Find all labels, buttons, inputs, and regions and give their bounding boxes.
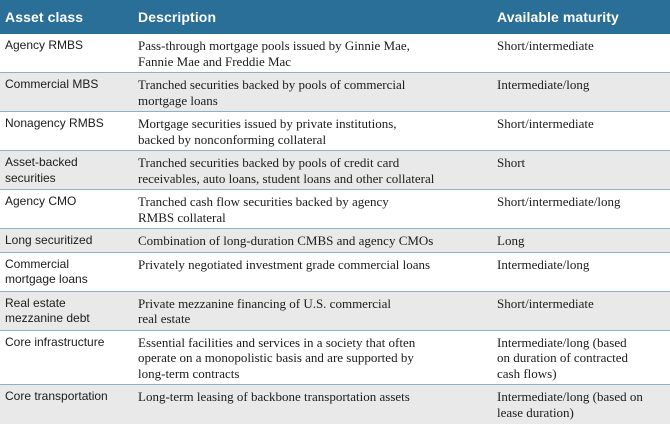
table-row <box>0 291 670 330</box>
maturity-cell: Short/intermediate <box>492 34 670 73</box>
asset-class-cell: Agency RMBS <box>0 34 133 73</box>
maturity-cell: Short/intermediate <box>492 112 670 151</box>
asset-class-cell: Asset-backed securities <box>0 151 133 190</box>
description-cell: Tranched securities backed by pools of credit card receivables, auto loans, student loans and other collateral <box>133 151 492 190</box>
maturity-cell: Short/intermediate <box>492 291 670 330</box>
description-cell: Tranched cash flow securities backed by agency RMBS collateral <box>133 190 492 229</box>
header-available-maturity: Available maturity <box>492 0 670 34</box>
table-header-row <box>0 0 670 34</box>
table-row <box>0 73 670 112</box>
asset-class-cell: Commercial MBS <box>0 73 133 112</box>
header-asset-class: Asset class <box>0 0 133 34</box>
header-description: Description <box>133 0 492 34</box>
description-cell: Essential facilities and services in a society that often operate on a monopolistic basis and are supported by long-term contracts <box>133 330 492 385</box>
description-cell: Combination of long-duration CMBS and agency CMOs <box>133 229 492 253</box>
table-row <box>0 385 670 424</box>
maturity-cell: Short/intermediate/long <box>492 190 670 229</box>
asset-class-cell: Nonagency RMBS <box>0 112 133 151</box>
table-row <box>0 229 670 253</box>
description-cell: Tranched securities backed by pools of commercial mortgage loans <box>133 73 492 112</box>
asset-class-cell: Core infrastructure <box>0 330 133 385</box>
maturity-cell: Intermediate/long <box>492 252 670 291</box>
table-row <box>0 34 670 73</box>
description-cell: Mortgage securities issued by private institutions, backed by nonconforming collateral <box>133 112 492 151</box>
asset-class-cell: Real estate mezzanine debt <box>0 291 133 330</box>
maturity-cell: Intermediate/long (based on duration of contracted cash flows) <box>492 330 670 385</box>
maturity-cell: Short <box>492 151 670 190</box>
description-cell: Long-term leasing of backbone transportation assets <box>133 385 492 424</box>
table-row <box>0 252 670 291</box>
maturity-cell: Intermediate/long (based on lease duration) <box>492 385 670 424</box>
table-row <box>0 190 670 229</box>
maturity-cell: Long <box>492 229 670 253</box>
asset-class-cell: Core transportation <box>0 385 133 424</box>
table-row <box>0 151 670 190</box>
asset-class-cell: Agency CMO <box>0 190 133 229</box>
maturity-cell: Intermediate/long <box>492 73 670 112</box>
table-row <box>0 112 670 151</box>
description-cell: Private mezzanine financing of U.S. commercial real estate <box>133 291 492 330</box>
asset-class-cell: Long securitized <box>0 229 133 253</box>
table-row <box>0 330 670 385</box>
description-cell: Privately negotiated investment grade commercial loans <box>133 252 492 291</box>
description-cell: Pass-through mortgage pools issued by Ginnie Mae, Fannie Mae and Freddie Mac <box>133 34 492 73</box>
asset-class-cell: Commercial mortgage loans <box>0 252 133 291</box>
